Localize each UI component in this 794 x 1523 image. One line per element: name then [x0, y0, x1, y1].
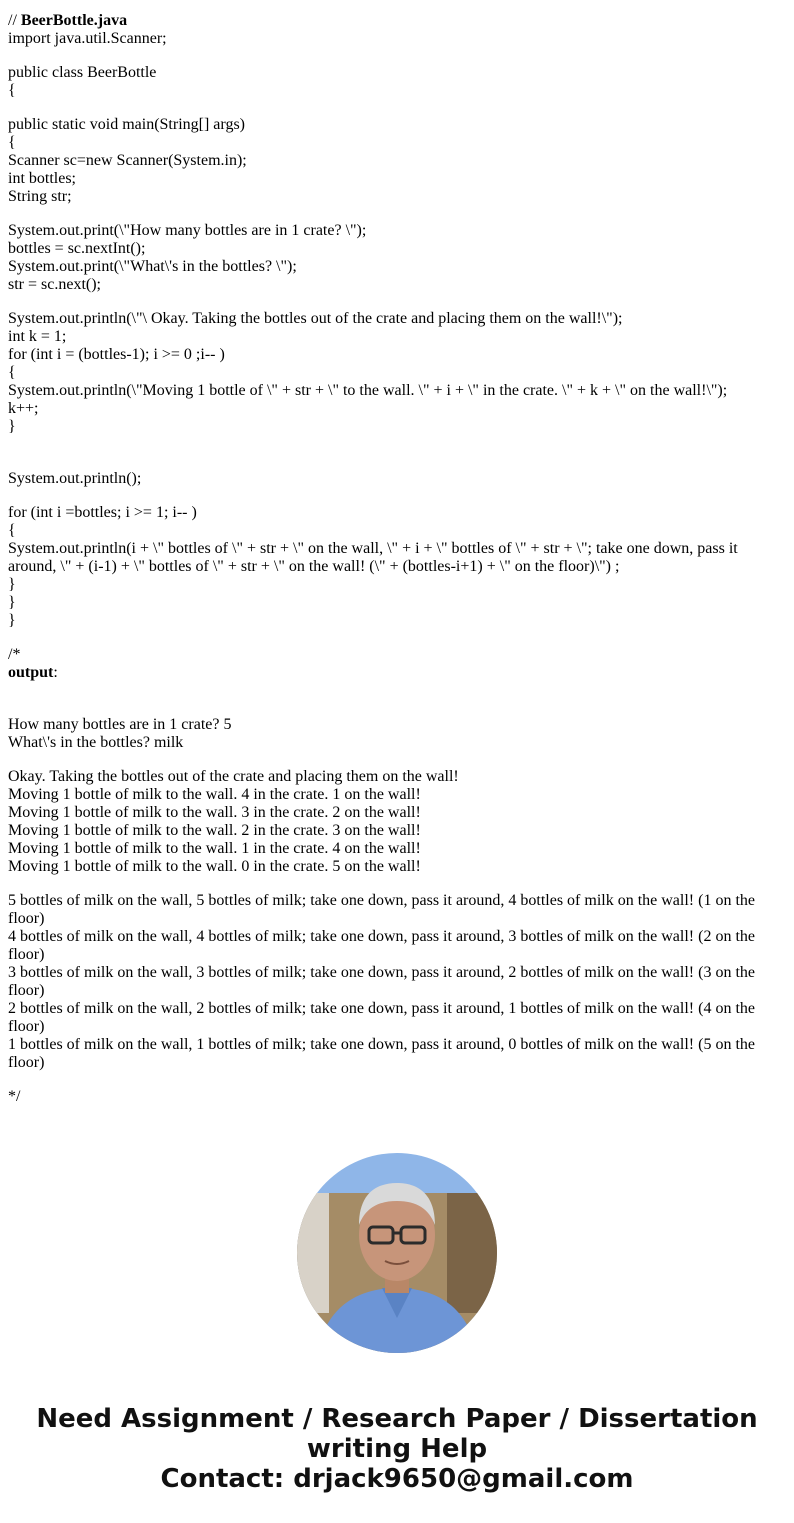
- spacer: [8, 206, 778, 222]
- comment-close: */: [8, 1088, 21, 1105]
- comment-open: /*: [8, 646, 21, 663]
- output-label-suffix: :: [53, 664, 58, 681]
- text-line: 2 bottles of milk on the wall, 2 bottles of milk; take one down, pass it around, 1 bottles of milk on the wall! (4 on the floor): [8, 1000, 759, 1035]
- spacer: [8, 752, 778, 768]
- text-line: System.out.println(i + \" bottles of \" + str + \" on the wall, \" + i + \" bottles of \" + str + \"; take one down, pass it around, \" + (i-1) + \" bottles of \" + str + \" on the wall! (\" + (bottles-i+1) + \" on the floor)\") ;: [8, 540, 742, 575]
- text-line: String str;: [8, 188, 72, 205]
- text-line: What\'s in the bottles? milk: [8, 734, 184, 751]
- text-line: for (int i = (bottles-1); i >= 0 ;i-- ): [8, 346, 225, 363]
- text-line: }: [8, 594, 16, 611]
- file-name: BeerBottle.java: [20, 12, 128, 29]
- spacer: [8, 488, 778, 504]
- text-line: {: [8, 82, 16, 99]
- code-header: [8, 12, 778, 30]
- code-input-block: [8, 222, 778, 294]
- output-moving-lines: [8, 768, 778, 876]
- text-line: Okay. Taking the bottles out of the crate and placing them on the wall!: [8, 768, 459, 785]
- text-line: 3 bottles of milk on the wall, 3 bottles of milk; take one down, pass it around, 2 bottles of milk on the wall! (3 on the floor): [8, 964, 759, 999]
- document-body: [8, 12, 778, 1106]
- text-line: k++;: [8, 400, 39, 417]
- text-line: Moving 1 bottle of milk to the wall. 3 in the crate. 2 on the wall!: [8, 804, 421, 821]
- portrait-window: [297, 1193, 329, 1313]
- text-line: str = sc.next();: [8, 276, 101, 293]
- text-line: }: [8, 576, 16, 593]
- spacer: [8, 436, 778, 470]
- text-line: 1 bottles of milk on the wall, 1 bottles of milk; take one down, pass it around, 0 bottles of milk on the wall! (5 on the floor): [8, 1036, 759, 1071]
- output-label: output: [8, 664, 54, 681]
- output-prompts: [8, 716, 778, 752]
- code-main-declaration: [8, 116, 778, 206]
- contact-promo: [0, 1404, 794, 1494]
- text-line: System.out.print(\"What\'s in the bottles? \");: [8, 258, 297, 275]
- output-song-lines: [8, 892, 778, 1072]
- text-line: }: [8, 612, 16, 629]
- text-line: System.out.println(\"Moving 1 bottle of \" + str + \" to the wall. \" + i + \" in the crate. \" + k + \" on the wall!\");: [8, 382, 728, 399]
- code-println: [8, 470, 778, 488]
- author-portrait-icon: [297, 1153, 497, 1353]
- text-line: int k = 1;: [8, 328, 67, 345]
- promo-contact: Contact: drjack9650@gmail.com: [160, 1464, 634, 1494]
- spacer: [8, 630, 778, 646]
- text-line: int bottles;: [8, 170, 76, 187]
- text-line: {: [8, 364, 16, 381]
- code-class-declaration: [8, 64, 778, 100]
- text-line: 5 bottles of milk on the wall, 5 bottles of milk; take one down, pass it around, 4 bottles of milk on the wall! (1 on the floor): [8, 892, 759, 927]
- text-line: Moving 1 bottle of milk to the wall. 1 in the crate. 4 on the wall!: [8, 840, 421, 857]
- comment-prefix: //: [8, 12, 21, 29]
- spacer: [8, 294, 778, 310]
- text-line: Moving 1 bottle of milk to the wall. 0 in the crate. 5 on the wall!: [8, 858, 421, 875]
- code-loop-one: [8, 310, 778, 436]
- text-line: System.out.println(\"\ Okay. Taking the bottles out of the crate and placing them on the wall!\");: [8, 310, 623, 327]
- text-line: bottles = sc.nextInt();: [8, 240, 146, 257]
- text-line: Scanner sc=new Scanner(System.in);: [8, 152, 247, 169]
- spacer: [8, 100, 778, 116]
- spacer: [8, 1072, 778, 1088]
- code-imports: [8, 30, 778, 48]
- text-line: 4 bottles of milk on the wall, 4 bottles of milk; take one down, pass it around, 3 bottles of milk on the wall! (2 on the floor): [8, 928, 759, 963]
- text-line: How many bottles are in 1 crate? 5: [8, 716, 232, 733]
- text-line: {: [8, 522, 16, 539]
- spacer: [8, 876, 778, 892]
- output-header: [8, 646, 778, 682]
- text-line: }: [8, 418, 16, 435]
- text-line: for (int i =bottles; i >= 1; i-- ): [8, 504, 197, 521]
- text-line: {: [8, 134, 16, 151]
- portrait-door: [447, 1193, 497, 1313]
- text-line: System.out.print(\"How many bottles are in 1 crate? \");: [8, 222, 367, 239]
- author-portrait-graphic: [297, 1153, 497, 1353]
- spacer: [8, 48, 778, 64]
- spacer: [8, 682, 778, 716]
- promo-headline: Need Assignment / Research Paper / Dissertation writing Help: [36, 1404, 758, 1464]
- text-line: import java.util.Scanner;: [8, 30, 167, 47]
- output-label-line: [8, 664, 778, 682]
- text-line: public class BeerBottle: [8, 64, 157, 81]
- file-name-line: [8, 12, 778, 30]
- text-line: Moving 1 bottle of milk to the wall. 4 in the crate. 1 on the wall!: [8, 786, 421, 803]
- text-line: System.out.println();: [8, 470, 142, 487]
- text-line: public static void main(String[] args): [8, 116, 245, 133]
- code-loop-two: [8, 504, 778, 630]
- text-line: Moving 1 bottle of milk to the wall. 2 in the crate. 3 on the wall!: [8, 822, 421, 839]
- output-footer: [8, 1088, 778, 1106]
